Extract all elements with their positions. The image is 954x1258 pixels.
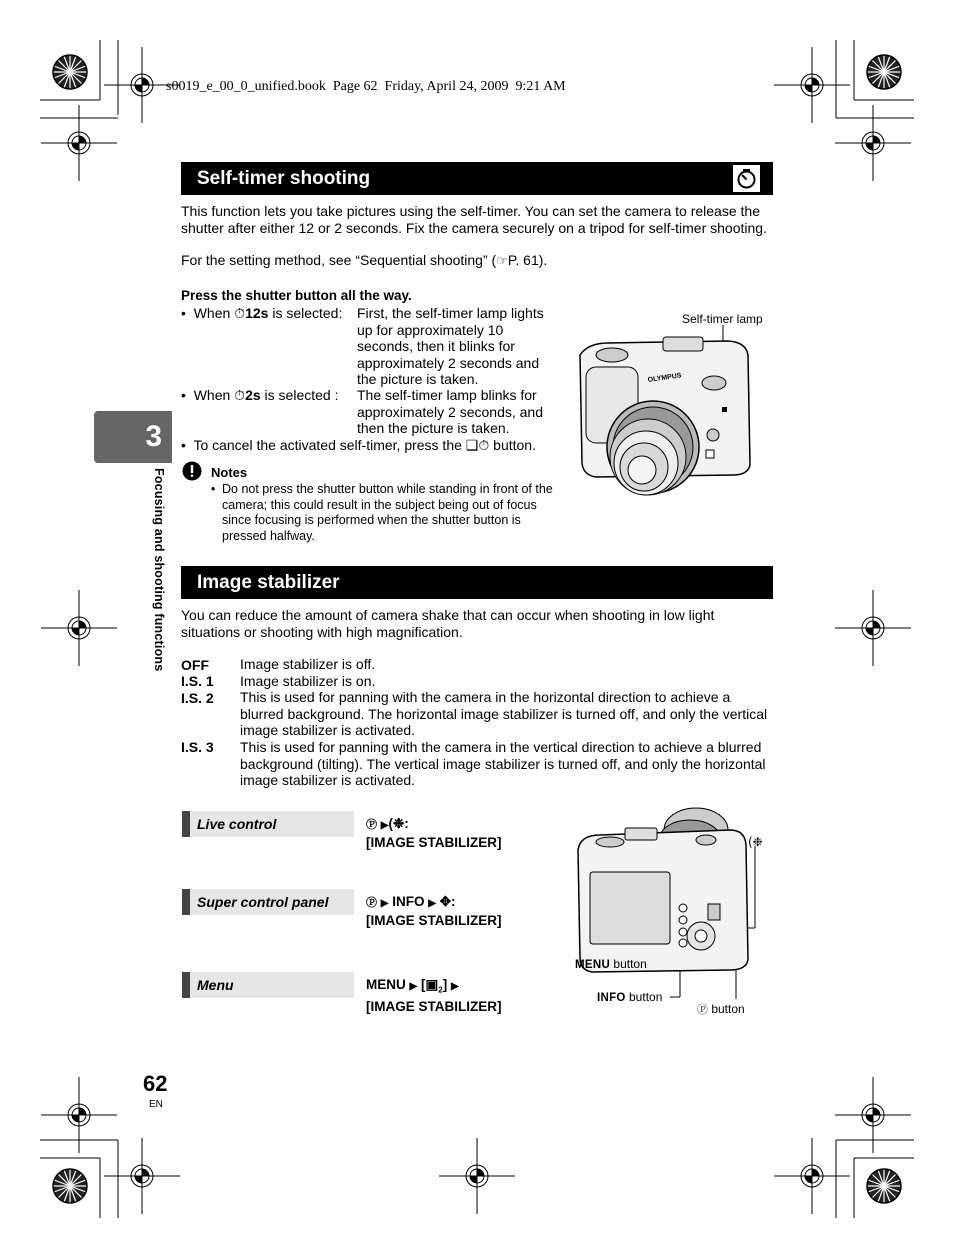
bullet-cancel: • To cancel the activated self-timer, press the ❏⏱ button. bbox=[181, 437, 536, 453]
section-title-image-stabilizer bbox=[181, 566, 773, 599]
ok-icon: Ⓟ bbox=[366, 819, 377, 831]
self-timer-icon-box bbox=[733, 165, 760, 192]
section-title-text: Self-timer shooting bbox=[197, 168, 371, 189]
mode-term-is1: I.S. 1 bbox=[181, 673, 214, 689]
self-timer-small-icon: ⏱ bbox=[234, 305, 246, 321]
page-number: 62 bbox=[143, 1071, 168, 1096]
op-value-live-control: Ⓟ ▶(❉: [IMAGE STABILIZER] bbox=[366, 816, 502, 850]
mode-desc-is1: Image stabilizer is on. bbox=[240, 673, 376, 689]
arrow-right-icon: ▶ bbox=[428, 898, 436, 909]
stabilizer-intro: You can reduce the amount of camera shake that can occur when shooting in low light situations or shooting with high magnification. bbox=[181, 607, 715, 640]
chapter-tab: 3 bbox=[94, 411, 172, 463]
reference-icon: ☞ bbox=[496, 253, 508, 268]
mode-desc-off: Image stabilizer is off. bbox=[240, 656, 376, 672]
op-label-super-control-panel: Super control panel bbox=[182, 889, 354, 915]
info-button-label: INFO button bbox=[597, 990, 663, 1004]
language-code: EN bbox=[149, 1099, 163, 1110]
note-text: Do not press the shutter button while standing in front of the camera; this could result in the subject being out of focus since focusing is performed when the shutter button is pressed halfway. bbox=[222, 482, 553, 543]
mode-desc-is3: This is used for panning with the camera in the vertical direction to achieve a blurred background (tilting). The vertical image stabilizer is turned off, and only the horizontal image stabilizer is activated. bbox=[240, 739, 766, 788]
setting-method-line bbox=[181, 252, 547, 270]
ok-icon: Ⓟ bbox=[697, 1004, 708, 1016]
mode-term-off: OFF bbox=[181, 657, 209, 673]
mode-term-is2: I.S. 2 bbox=[181, 690, 214, 706]
stabilizer-button-icon: (❉ bbox=[748, 835, 763, 849]
notes-warning-icon bbox=[182, 461, 202, 481]
arrow-pad-icon: ✥ bbox=[439, 894, 452, 909]
bullet-2s-desc: The self-timer lamp blinks for approximately 2 seconds, and then the picture is taken. bbox=[357, 387, 543, 436]
chapter-vertical-title: Focusing and shooting functions bbox=[152, 468, 166, 672]
ok-button-label: Ⓟ button bbox=[697, 1002, 745, 1016]
self-timer-icon bbox=[733, 165, 760, 192]
bullet-12s: • When ⏱12s is selected: bbox=[181, 305, 343, 321]
setting-ref: P. 61). bbox=[507, 252, 548, 268]
self-timer-intro: This function lets you take pictures using the self-timer. You can set the camera to release the shutter after either 12 or 2 seconds. Fix the camera securely on a tripod for self-timer shooting. bbox=[181, 203, 767, 236]
arrow-right-icon: ▶ bbox=[380, 820, 389, 831]
mode-term-is3: I.S. 3 bbox=[181, 739, 214, 755]
section-title-text: Image stabilizer bbox=[197, 572, 340, 593]
self-timer-lamp-label: Self-timer lamp bbox=[682, 312, 763, 326]
arrow-right-icon: ▶ bbox=[409, 981, 418, 992]
setting-prefix: For the setting method, see “Sequential shooting” ( bbox=[181, 252, 497, 268]
op-label-live-control: Live control bbox=[182, 811, 354, 837]
bullet-12s-desc: First, the self-timer lamp lights up for approximately 10 seconds, then it blinks for approximately 2 seconds and the picture is taken. bbox=[357, 305, 544, 387]
camera-menu-2-icon: $▣_2$ bbox=[425, 977, 443, 995]
notes-title: Notes bbox=[211, 465, 248, 480]
ok-icon: Ⓟ bbox=[366, 897, 377, 909]
arrow-right-icon: ▶ bbox=[380, 898, 389, 909]
sequential-self-timer-icon: ❏⏱ bbox=[465, 437, 490, 453]
note-bullet: • bbox=[211, 482, 216, 496]
op-value-menu: MENU ▶ $[▣_2]$ ▶ [IMAGE STABILIZER] bbox=[366, 977, 502, 1015]
op-value-super-control-panel: Ⓟ ▶ INFO ▶ ✥: [IMAGE STABILIZER] bbox=[366, 894, 502, 928]
bullet-2s: • When ⏱2s is selected : bbox=[181, 387, 339, 403]
section-title-self-timer bbox=[181, 162, 773, 195]
stabilizer-icon: (❉ bbox=[388, 816, 405, 831]
book-file-header: s0019_e_00_0_unified.book Page 62 Friday, April 24, 2009 9:21 AM bbox=[166, 79, 566, 94]
op-label-menu: Menu bbox=[182, 972, 354, 998]
menu-button-label: MENU button bbox=[575, 957, 647, 971]
arrow-right-icon: ▶ bbox=[450, 981, 459, 992]
svg-text:OLYMPUS: OLYMPUS bbox=[647, 372, 682, 384]
self-timer-small-icon: ⏱ bbox=[234, 387, 246, 403]
camera-front-illustration bbox=[568, 325, 768, 510]
mode-desc-is2: This is used for panning with the camera in the horizontal direction to achieve a blurred background. The horizontal image stabilizer is turned off, and only the vertical image stabilizer is activated. bbox=[240, 689, 768, 738]
press-shutter-heading: Press the shutter button all the way. bbox=[181, 288, 412, 303]
